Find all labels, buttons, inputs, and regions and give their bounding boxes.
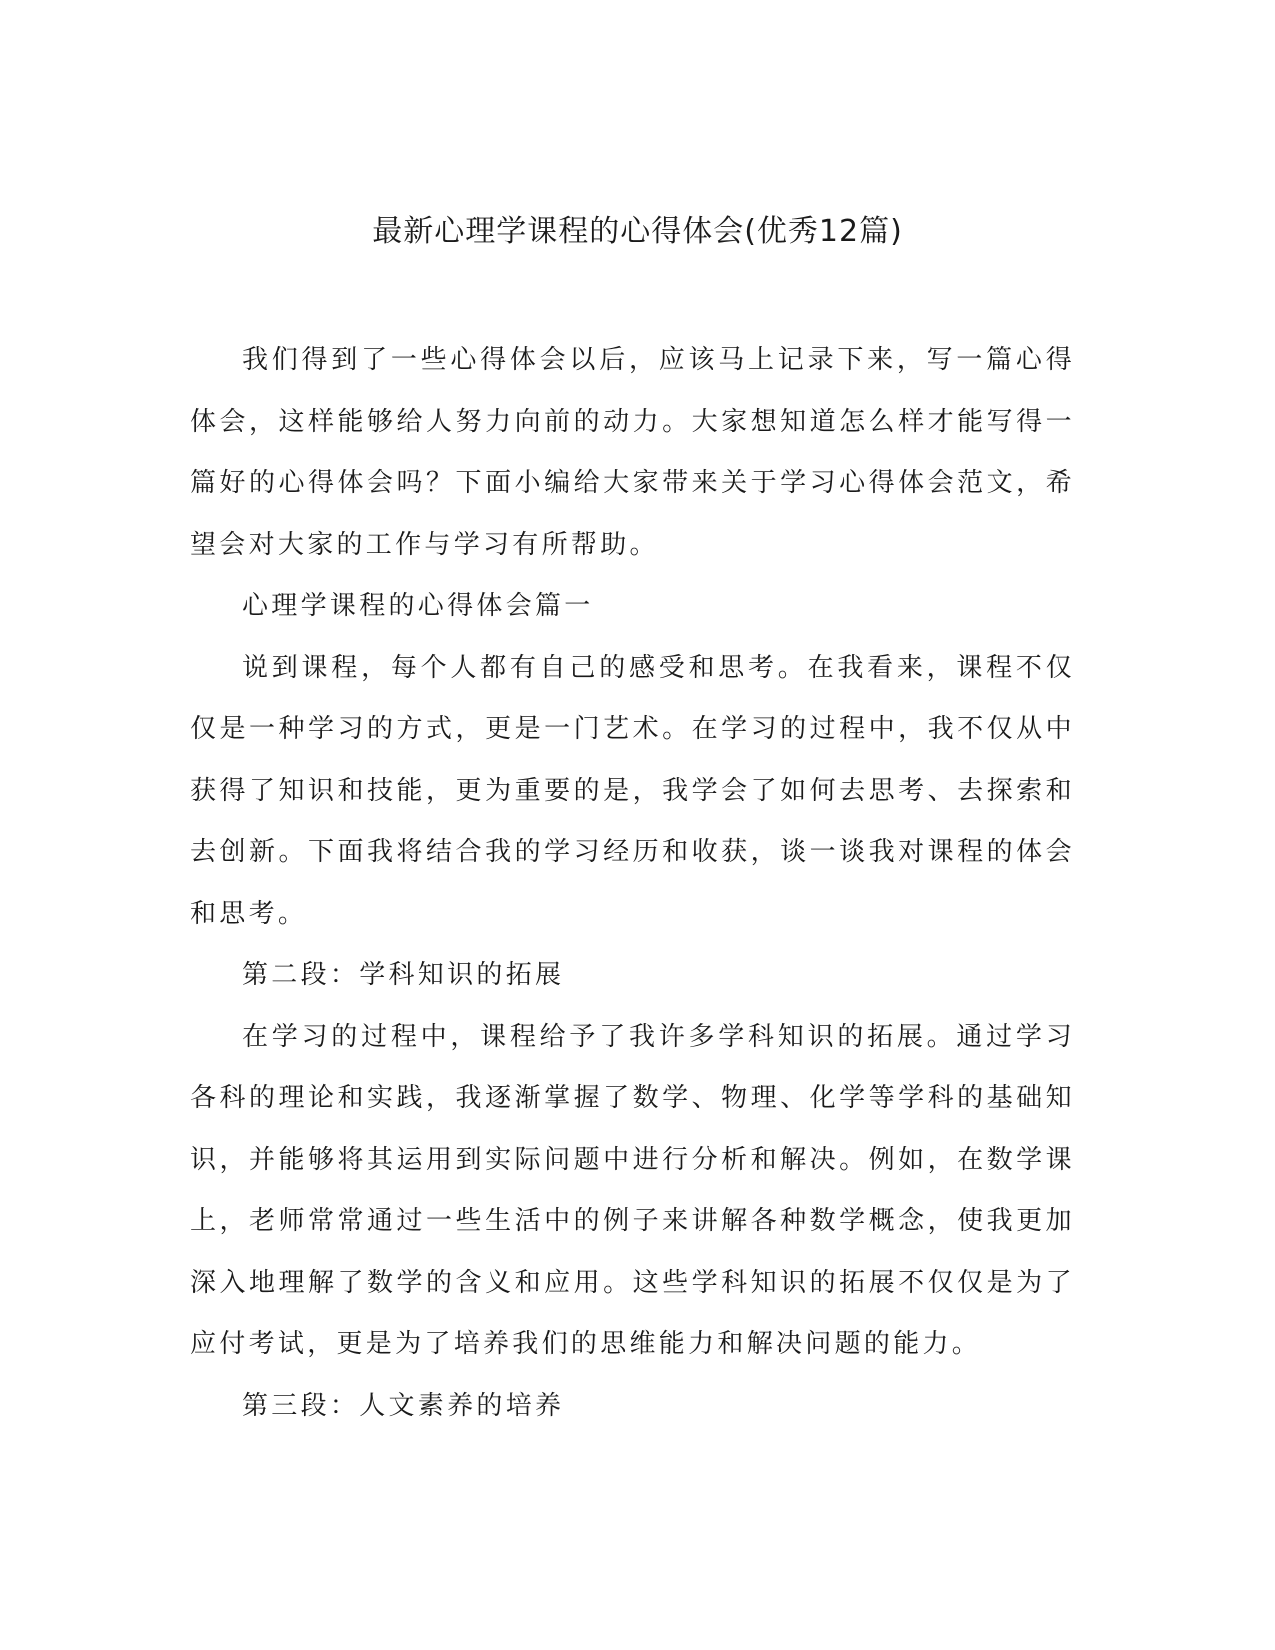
body-paragraph: 说到课程，每个人都有自己的感受和思考。在我看来，课程不仅仅是一种学习的方式，更是一门艺术。在学习的过程中，我不仅从中获得了知识和技能，更为重要的是，我学会了如何去思考、去探索和去创新。下面我将结合我的学习经历和收获，谈一谈我对课程的体会和思考。	[190, 652, 1075, 929]
intro-paragraph: 我们得到了一些心得体会以后，应该马上记录下来，写一篇心得体会，这样能够给人努力向前的动力。大家想知道怎么样才能写得一篇好的心得体会吗？下面小编给大家带来关于学习心得体会范文，希望会对大家的工作与学习有所帮助。	[190, 345, 1075, 560]
section-heading-second: 第二段：学科知识的拓展	[242, 960, 565, 990]
body-paragraph: 在学习的过程中，课程给予了我许多学科知识的拓展。通过学习各科的理论和实践，我逐渐掌握了数学、物理、化学等学科的基础知识，并能够将其运用到实际问题中进行分析和解决。例如，在数学课上，老师常常通过一些生活中的例子来讲解各种数学概念，使我更加深入地理解了数学的含义和应用。这些学科知识的拓展不仅仅是为了应付考试，更是为了培养我们的思维能力和解决问题的能力。	[190, 1021, 1075, 1359]
document-title: 最新心理学课程的心得体会(优秀12篇)	[372, 214, 903, 249]
section-heading-part-one: 心理学课程的心得体会篇一	[242, 591, 594, 621]
section-heading-third: 第三段：人文素养的培养	[242, 1390, 565, 1421]
document-body	[190, 330, 1075, 1437]
